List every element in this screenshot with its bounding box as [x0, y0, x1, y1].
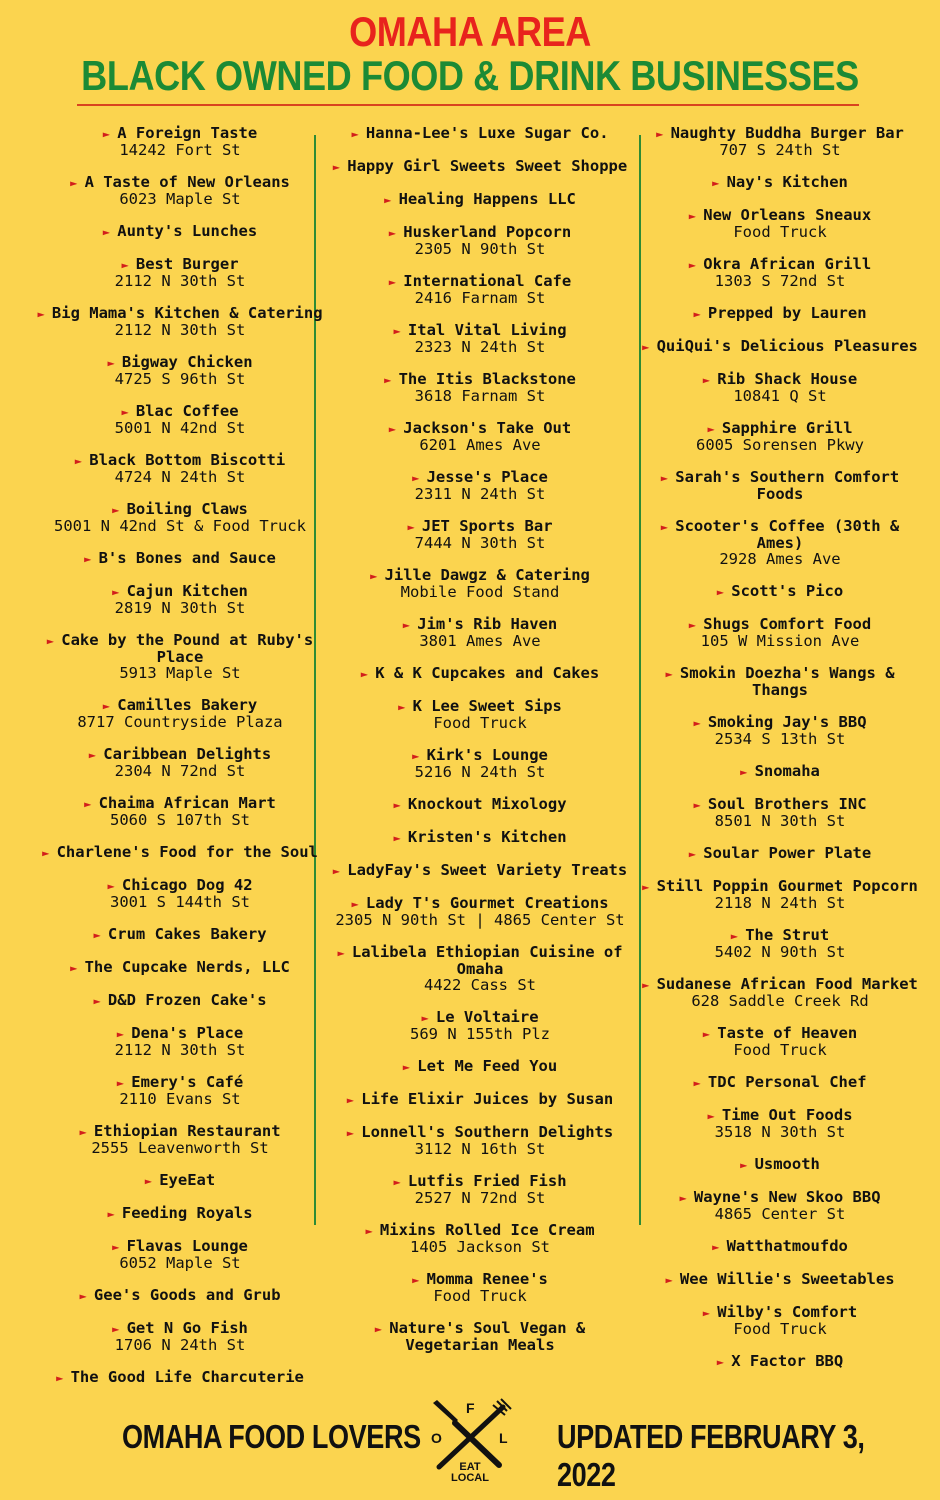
business-entry: [20, 1123, 340, 1156]
business-entry: [20, 844, 340, 861]
business-address: Food Truck: [733, 1320, 827, 1338]
business-entry: [20, 501, 340, 534]
business-name: ► Still Poppin Gourmet Popcorn: [640, 878, 920, 895]
business-name: ► Watthatmoufdo: [640, 1238, 920, 1255]
business-entry: [330, 191, 630, 208]
business-address: 4865 Center St: [714, 1205, 846, 1223]
business-name: ► A Foreign Taste: [20, 125, 340, 142]
business-name: ► Ethiopian Restaurant: [20, 1123, 340, 1140]
business-entry: [640, 796, 920, 829]
business-address: 2928 Ames Ave: [719, 550, 841, 568]
business-name: ► New Orleans Sneaux: [640, 207, 920, 224]
business-address: 7444 N 30th St: [414, 534, 546, 552]
business-address: 3001 S 144th St: [110, 893, 250, 911]
business-address: 5001 N 42nd St: [114, 419, 246, 437]
business-entry: [330, 1320, 630, 1353]
business-name: ► LadyFay's Sweet Variety Treats: [330, 862, 630, 879]
business-name: ► Sarah's Southern Comfort Foods: [640, 469, 920, 502]
business-entry: [640, 927, 920, 960]
business-entry: [640, 665, 920, 698]
business-name: ► Camilles Bakery: [20, 697, 340, 714]
business-entry: [330, 665, 630, 682]
business-entry: [20, 174, 340, 207]
business-name: ► Cake by the Pound at Ruby's Place: [20, 632, 340, 665]
business-entry: [640, 174, 920, 191]
business-name: ► Blac Coffee: [20, 403, 340, 420]
business-name: ► Lalibela Ethiopian Cuisine of Omaha: [330, 944, 630, 977]
business-entry: [20, 1369, 340, 1386]
business-address: Food Truck: [433, 1287, 527, 1305]
business-name: ► Okra African Grill: [640, 256, 920, 273]
business-name: ► Boiling Claws: [20, 501, 340, 518]
business-address: 4725 S 96th St: [114, 370, 246, 388]
business-entry: [330, 1222, 630, 1255]
business-address: 14242 Fort St: [119, 141, 241, 159]
business-entry: [330, 469, 630, 502]
business-name: ► Caribbean Delights: [20, 746, 340, 763]
business-name: ► Mixins Rolled Ice Cream: [330, 1222, 630, 1239]
business-entry: [20, 877, 340, 910]
business-entry: [330, 125, 630, 142]
business-entry: [20, 1238, 340, 1271]
business-entry: [20, 992, 340, 1009]
business-entry: [330, 224, 630, 257]
business-name: ► The Strut: [640, 927, 920, 944]
business-entry: [330, 158, 630, 175]
business-name: ► Lutfis Fried Fish: [330, 1173, 630, 1190]
business-name: ► K & K Cupcakes and Cakes: [330, 665, 630, 682]
business-entry: [640, 207, 920, 240]
business-entry: [640, 583, 920, 600]
logo-tagline-local: LOCAL: [451, 1472, 489, 1484]
business-address: Food Truck: [733, 1041, 827, 1059]
business-address: Mobile Food Stand: [400, 583, 560, 601]
footer-updated-date: UPDATED FEBRUARY 3, 2022: [557, 1418, 865, 1493]
business-name: ► Bigway Chicken: [20, 354, 340, 371]
business-address: 1405 Jackson St: [410, 1238, 550, 1256]
business-entry: [640, 1271, 920, 1288]
business-entry: [20, 697, 340, 730]
business-address: 5001 N 42nd St & Food Truck: [54, 517, 306, 535]
logo-tagline-eat: EAT: [459, 1461, 481, 1473]
business-name: ► Get N Go Fish: [20, 1320, 340, 1337]
business-entry: [20, 125, 340, 158]
business-name: ► Nature's Soul Vegan & Vegetarian Meals: [330, 1320, 630, 1353]
business-entry: [640, 1189, 920, 1222]
business-entry: [330, 1091, 630, 1108]
business-entry: [640, 420, 920, 453]
business-entry: [640, 714, 920, 747]
business-entry: [330, 616, 630, 649]
business-entry: [330, 862, 630, 879]
business-name: ► Lonnell's Southern Delights: [330, 1124, 630, 1141]
business-address: 2112 N 30th St: [114, 1041, 246, 1059]
business-name: ► TDC Personal Chef: [640, 1074, 920, 1091]
business-entry: [640, 469, 920, 502]
business-address: 105 W Mission Ave: [700, 632, 860, 650]
business-entry: [640, 1304, 920, 1337]
business-entry: [640, 616, 920, 649]
business-address: 2416 Farnam St: [414, 289, 546, 307]
logo-letter-l: L: [499, 1430, 508, 1446]
business-name: ► Charlene's Food for the Soul: [20, 844, 340, 861]
business-name: ► Chaima African Mart: [20, 795, 340, 812]
business-name: ► Le Voltaire: [330, 1009, 630, 1026]
business-entry: [640, 1074, 920, 1091]
business-entry: [330, 944, 630, 993]
business-name: ► Dena's Place: [20, 1025, 340, 1042]
business-name: ► A Taste of New Orleans: [20, 174, 340, 191]
business-column-1: [20, 125, 340, 1402]
business-name: ► Shugs Comfort Food: [640, 616, 920, 633]
business-entry: [330, 273, 630, 306]
business-name: ► B's Bones and Sauce: [20, 550, 340, 567]
business-address: 8717 Countryside Plaza: [77, 713, 283, 731]
business-entry: [20, 959, 340, 976]
business-entry: [330, 371, 630, 404]
business-name: ► Taste of Heaven: [640, 1025, 920, 1042]
business-address: 6005 Sorensen Pkwy: [696, 436, 864, 454]
business-name: ► Best Burger: [20, 256, 340, 273]
business-entry: [20, 746, 340, 779]
business-name: ► QuiQui's Delicious Pleasures: [640, 338, 920, 355]
business-entry: [20, 223, 340, 240]
business-entry: [640, 305, 920, 322]
business-entry: [330, 567, 630, 600]
business-entry: [330, 1124, 630, 1157]
business-address: 8501 N 30th St: [714, 812, 846, 830]
business-address: 3618 Farnam St: [414, 387, 546, 405]
business-entry: [20, 1287, 340, 1304]
business-address: 2118 N 24th St: [714, 894, 846, 912]
business-address: 2305 N 90th St | 4865 Center St: [335, 911, 625, 929]
business-entry: [20, 795, 340, 828]
business-name: ► Scooter's Coffee (30th & Ames): [640, 518, 920, 551]
business-column-3: [640, 125, 920, 1386]
business-address: 2110 Evans St: [119, 1090, 241, 1108]
business-entry: [330, 747, 630, 780]
business-name: ► Jesse's Place: [330, 469, 630, 486]
business-entry: [20, 1025, 340, 1058]
title-divider: [77, 104, 859, 106]
business-entry: [640, 1156, 920, 1173]
business-name: ► JET Sports Bar: [330, 518, 630, 535]
business-entry: [20, 1320, 340, 1353]
business-name: ► Wilby's Comfort: [640, 1304, 920, 1321]
business-entry: [330, 895, 630, 928]
business-address: 4422 Cass St: [424, 976, 536, 994]
title-line-2: BLACK OWNED FOOD & DRINK BUSINESSES: [81, 52, 859, 99]
business-name: ► Lady T's Gourmet Creations: [330, 895, 630, 912]
business-address: 1706 N 24th St: [114, 1336, 246, 1354]
business-name: ► The Good Life Charcuterie: [20, 1369, 340, 1386]
business-name: ► Usmooth: [640, 1156, 920, 1173]
business-column-2: [330, 125, 630, 1369]
business-name: ► Sudanese African Food Market: [640, 976, 920, 993]
business-address: 6201 Ames Ave: [419, 436, 541, 454]
business-name: ► Kristen's Kitchen: [330, 829, 630, 846]
business-address: 4724 N 24th St: [114, 468, 246, 486]
business-entry: [640, 1238, 920, 1255]
business-name: ► Jille Dawgz & Catering: [330, 567, 630, 584]
business-name: ► Hanna-Lee's Luxe Sugar Co.: [330, 125, 630, 142]
business-address: 2311 N 24th St: [414, 485, 546, 503]
business-entry: [20, 403, 340, 436]
business-name: ► Naughty Buddha Burger Bar: [640, 125, 920, 142]
business-entry: [330, 518, 630, 551]
business-entry: [330, 420, 630, 453]
business-name: ► Wee Willie's Sweetables: [640, 1271, 920, 1288]
business-address: Food Truck: [733, 223, 827, 241]
business-address: 2534 S 13th St: [714, 730, 846, 748]
business-address: 3518 N 30th St: [714, 1123, 846, 1141]
business-name: ► Gee's Goods and Grub: [20, 1287, 340, 1304]
business-name: ► X Factor BBQ: [640, 1353, 920, 1370]
business-address: 5402 N 90th St: [714, 943, 846, 961]
business-name: ► Nay's Kitchen: [640, 174, 920, 191]
business-address: 6052 Maple St: [119, 1254, 241, 1272]
business-name: ► Happy Girl Sweets Sweet Shoppe: [330, 158, 630, 175]
footer-brand: OMAHA FOOD LOVERS: [122, 1418, 421, 1455]
business-entry: [330, 1173, 630, 1206]
business-name: ► EyeEat: [20, 1172, 340, 1189]
business-name: ► Cajun Kitchen: [20, 583, 340, 600]
business-entry: [640, 256, 920, 289]
business-address: 5913 Maple St: [119, 664, 241, 682]
business-name: ► International Cafe: [330, 273, 630, 290]
business-name: ► Big Mama's Kitchen & Catering: [20, 305, 340, 322]
business-entry: [640, 763, 920, 780]
business-name: ► Scott's Pico: [640, 583, 920, 600]
title-line-1: OMAHA AREA: [349, 8, 591, 55]
business-name: ► Aunty's Lunches: [20, 223, 340, 240]
business-name: ► Chicago Dog 42: [20, 877, 340, 894]
business-name: ► Soul Brothers INC: [640, 796, 920, 813]
business-name: ► Flavas Lounge: [20, 1238, 340, 1255]
business-name: ► Life Elixir Juices by Susan: [330, 1091, 630, 1108]
business-address: 2304 N 72nd St: [114, 762, 246, 780]
business-address: 2323 N 24th St: [414, 338, 546, 356]
business-address: 10841 Q St: [733, 387, 827, 405]
business-name: ► Prepped by Lauren: [640, 305, 920, 322]
business-name: ► Huskerland Popcorn: [330, 224, 630, 241]
business-entry: [330, 796, 630, 813]
business-entry: [640, 338, 920, 355]
business-name: ► Kirk's Lounge: [330, 747, 630, 764]
business-address: 5216 N 24th St: [414, 763, 546, 781]
business-entry: [640, 878, 920, 911]
business-entry: [20, 1172, 340, 1189]
business-entry: [330, 829, 630, 846]
business-name: ► Rib Shack House: [640, 371, 920, 388]
business-entry: [330, 1271, 630, 1304]
business-name: ► Momma Renee's: [330, 1271, 630, 1288]
business-address: 569 N 155th Plz: [410, 1025, 550, 1043]
business-address: 2819 N 30th St: [114, 599, 246, 617]
business-entry: [330, 1058, 630, 1075]
business-address: 2555 Leavenworth St: [91, 1139, 269, 1157]
business-address: Food Truck: [433, 714, 527, 732]
business-name: ► Black Bottom Biscotti: [20, 452, 340, 469]
business-name: ► Soular Power Plate: [640, 845, 920, 862]
business-entry: [640, 976, 920, 1009]
knife-icon: [433, 1400, 458, 1423]
business-entry: [640, 518, 920, 567]
business-entry: [640, 125, 920, 158]
business-entry: [20, 926, 340, 943]
business-name: ► Sapphire Grill: [640, 420, 920, 437]
business-entry: [20, 305, 340, 338]
business-address: 707 S 24th St: [719, 141, 841, 159]
business-address: 6023 Maple St: [119, 190, 241, 208]
logo-letter-o: O: [431, 1430, 442, 1446]
business-entry: [640, 1107, 920, 1140]
business-entry: [20, 583, 340, 616]
business-entry: [20, 354, 340, 387]
logo-letter-f: F: [466, 1400, 475, 1416]
business-entry: [640, 1025, 920, 1058]
business-address: 628 Saddle Creek Rd: [691, 992, 869, 1010]
business-entry: [640, 371, 920, 404]
business-name: ► D&D Frozen Cake's: [20, 992, 340, 1009]
business-entry: [330, 1009, 630, 1042]
business-name: ► Jackson's Take Out: [330, 420, 630, 437]
business-address: 1303 S 72nd St: [714, 272, 846, 290]
business-address: 2305 N 90th St: [414, 240, 546, 258]
business-name: ► Smoking Jay's BBQ: [640, 714, 920, 731]
business-name: ► Ital Vital Living: [330, 322, 630, 339]
business-address: 2527 N 72nd St: [414, 1189, 546, 1207]
business-entry: [20, 632, 340, 681]
business-entry: [20, 1074, 340, 1107]
business-name: ► Wayne's New Skoo BBQ: [640, 1189, 920, 1206]
business-name: ► The Cupcake Nerds, LLC: [20, 959, 340, 976]
business-name: ► Healing Happens LLC: [330, 191, 630, 208]
business-name: ► Smokin Doezha's Wangs & Thangs: [640, 665, 920, 698]
business-address: 5060 S 107th St: [110, 811, 250, 829]
business-name: ► Emery's Café: [20, 1074, 340, 1091]
business-entry: [20, 452, 340, 485]
business-name: ► Snomaha: [640, 763, 920, 780]
business-name: ► Time Out Foods: [640, 1107, 920, 1124]
business-name: ► Knockout Mixology: [330, 796, 630, 813]
business-entry: [330, 698, 630, 731]
business-entry: [330, 322, 630, 355]
business-address: 2112 N 30th St: [114, 272, 246, 290]
business-entry: [20, 1205, 340, 1222]
business-address: 3801 Ames Ave: [419, 632, 541, 650]
business-name: ► K Lee Sweet Sips: [330, 698, 630, 715]
business-entry: [20, 550, 340, 567]
business-name: ► Feeding Royals: [20, 1205, 340, 1222]
business-entry: [640, 845, 920, 862]
business-entry: [640, 1353, 920, 1370]
business-address: 3112 N 16th St: [414, 1140, 546, 1158]
eat-local-logo: [425, 1395, 515, 1485]
business-entry: [20, 256, 340, 289]
business-name: ► Crum Cakes Bakery: [20, 926, 340, 943]
business-address: 2112 N 30th St: [114, 321, 246, 339]
business-name: ► Let Me Feed You: [330, 1058, 630, 1075]
business-name: ► The Itis Blackstone: [330, 371, 630, 388]
business-name: ► Jim's Rib Haven: [330, 616, 630, 633]
